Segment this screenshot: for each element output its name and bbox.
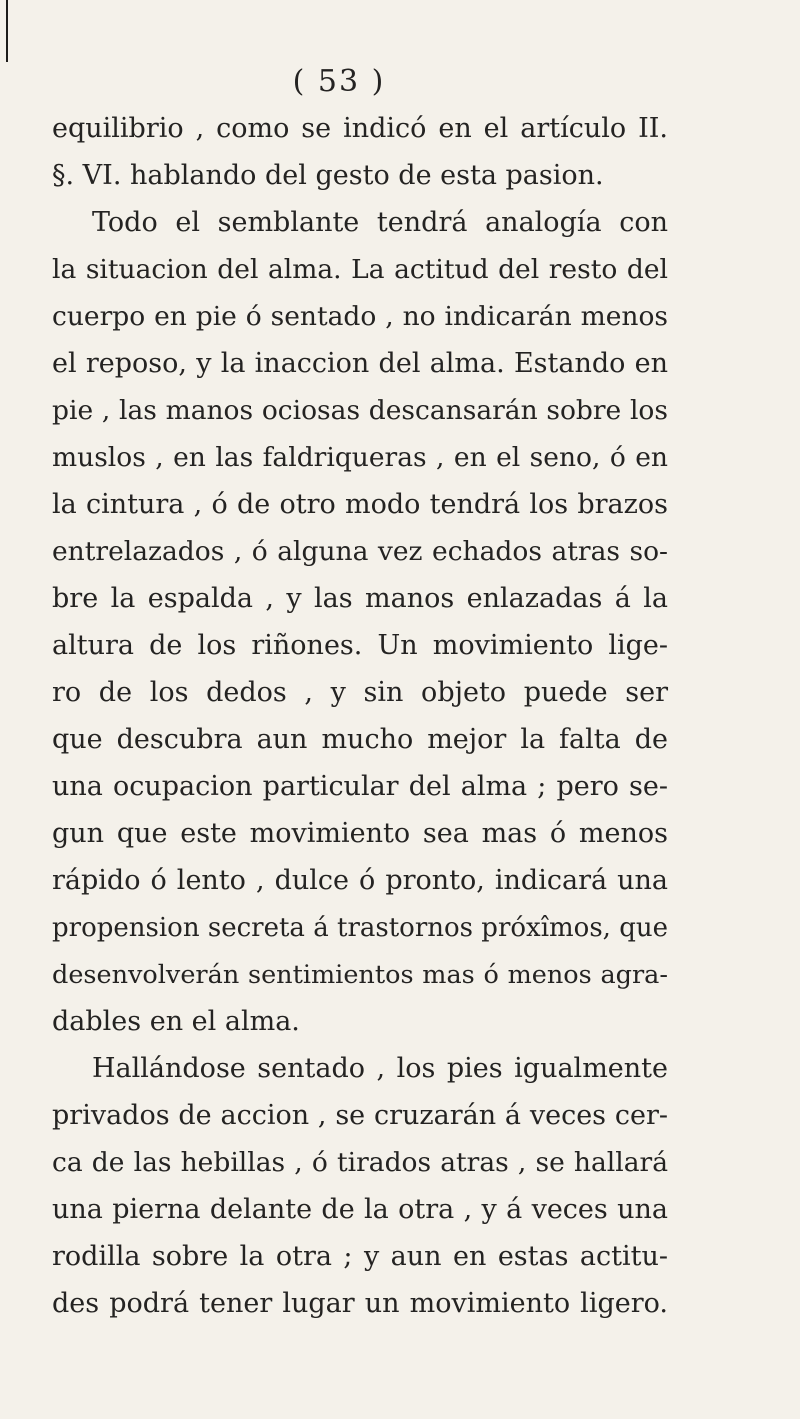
text-line: pie , las manos ociosas descansarán sobre los bbox=[52, 395, 668, 426]
text-line: §. VI. hablando del gesto de esta pasion. bbox=[52, 160, 604, 191]
text-line: dables en el alma. bbox=[52, 1006, 300, 1037]
text-line: una ocupacion particular del alma ; pero se- bbox=[52, 771, 668, 802]
text-line: Hallándose sentado , los pies igualmente bbox=[92, 1053, 668, 1084]
text-line: Todo el semblante tendrá analogía con bbox=[92, 207, 668, 238]
text-line: rápido ó lento , dulce ó pronto, indicará una bbox=[52, 865, 668, 896]
text-line: rodilla sobre la otra ; y aun en estas actitu- bbox=[52, 1241, 668, 1272]
text-line: la cintura , ó de otro modo tendrá los brazos bbox=[52, 489, 668, 520]
text-line: altura de los riñones. Un movimiento lige- bbox=[52, 630, 668, 661]
text-line: gun que este movimiento sea mas ó menos bbox=[52, 818, 668, 849]
text-line: muslos , en las faldriqueras , en el seno, ó en bbox=[52, 442, 668, 473]
text-line: propension secreta á trastornos próxîmos, que bbox=[52, 913, 668, 943]
text-line: bre la espalda , y las manos enlazadas á la bbox=[52, 583, 668, 614]
text-line: que descubra aun mucho mejor la falta de bbox=[52, 724, 668, 755]
page-number-header: ( 53 ) bbox=[292, 64, 386, 99]
text-line: privados de accion , se cruzarán á veces cer- bbox=[52, 1100, 668, 1131]
text-line: la situacion del alma. La actitud del resto del bbox=[52, 254, 668, 285]
text-line: el reposo, y la inaccion del alma. Estando en bbox=[52, 348, 668, 379]
text-line: des podrá tener lugar un movimiento ligero. bbox=[52, 1288, 668, 1319]
text-line: equilibrio , como se indicó en el artículo II. bbox=[52, 113, 668, 144]
text-line: desenvolverán sentimientos mas ó menos agra- bbox=[52, 960, 668, 990]
text-line: entrelazados , ó alguna vez echados atras so- bbox=[52, 536, 668, 567]
text-line: cuerpo en pie ó sentado , no indicarán menos bbox=[52, 301, 668, 332]
text-line: una pierna delante de la otra , y á veces una bbox=[52, 1194, 668, 1225]
text-line: ro de los dedos , y sin objeto puede ser bbox=[52, 677, 668, 708]
page-edge-line bbox=[6, 0, 8, 62]
text-line: ca de las hebillas , ó tirados atras , se hallará bbox=[52, 1147, 668, 1178]
